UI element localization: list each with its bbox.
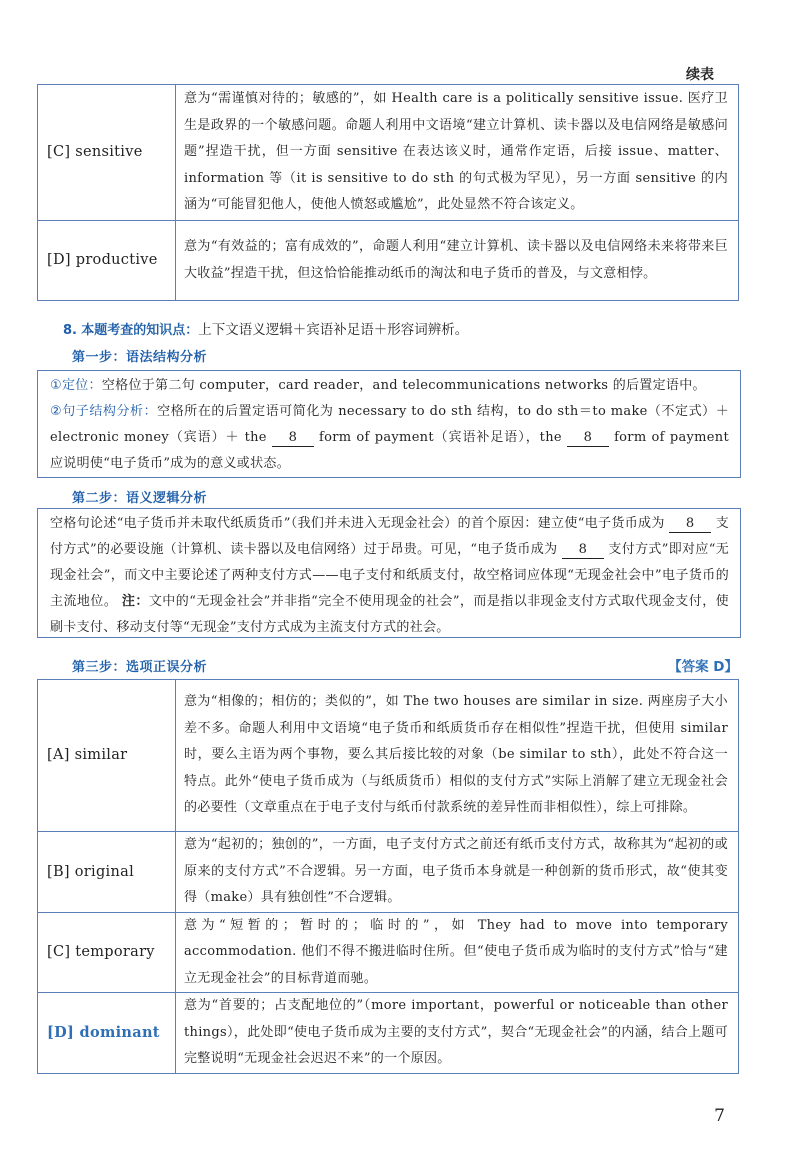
step1-p1-label: ①定位： xyxy=(50,378,102,393)
option-explanation: 意为“短暂的；暂时的；临时的”，如 They had to move into temporary accommodation. 他们不得不搬进临时住所。但“使电子货币成为临时的支付方式”恰与“建立无现金社会”的目标背道而驰。 xyxy=(176,912,739,993)
answer-blank: 8 xyxy=(272,430,314,447)
answer-blank: 8 xyxy=(562,542,604,559)
option-label: [C] temporary xyxy=(38,912,176,993)
step1-p1-text: 空格位于第二句 computer，card reader，and telecommunications networks 的后置定语中。 xyxy=(101,378,706,393)
continued-table-label: 续表 xyxy=(686,67,714,83)
step1-p2-text-c: form of payment 应说明使“电子货币”成为的意义或状态。 xyxy=(50,430,729,471)
table-row xyxy=(38,680,739,832)
step2-note-label: 注： xyxy=(121,594,149,609)
step1-p2-label: ②句子结构分析： xyxy=(50,404,158,419)
step1-heading: 第一步：语法结构分析 xyxy=(72,350,208,365)
option-explanation: 意为“起初的；独创的”，一方面，电子支付方式之前还有纸币支付方式，故称其为“起初的或原来的支付方式”不合逻辑。另一方面，电子货币本身就是一种创新的货币形式，故“使其变得（make）具有独创性”不合逻辑。 xyxy=(176,832,739,913)
options-table-continued xyxy=(37,84,739,301)
step2-box xyxy=(37,508,741,638)
step3-heading: 第三步：选项正误分析 xyxy=(72,660,208,675)
step1-paragraph-2 xyxy=(50,399,729,477)
question-title xyxy=(63,318,468,338)
page-number: 7 xyxy=(714,1106,725,1126)
option-label: [B] original xyxy=(38,832,176,913)
step2-text-b: 支付方式”的必要设施（计算机、读卡器以及电信网络）过于昂贵。可见，“电子货币成为 xyxy=(50,516,730,557)
option-label: [C] sensitive xyxy=(38,85,176,221)
question-number: 8. xyxy=(63,323,77,338)
step1-box xyxy=(37,370,741,478)
option-explanation: 意为“需谨慎对待的；敏感的”，如 Health care is a politically sensitive issue. 医疗卫生是政界的一个敏感问题。命题人利用中文语境“建立计算机、读卡器以及电信网络是敏感问题”捏造干扰，但一方面 sensitive 在表达该义时，通常作定语，后接 issue、matter、information 等（it is sensitive to do sth 的句式极为罕见），另一方面 sensitive 的内涵为“可能冒犯他人，使他人愤怒或尴尬”，此处显然不符合该定义。 xyxy=(176,85,739,221)
table-row xyxy=(38,85,739,221)
question-title-text: 上下文语义逻辑＋宾语补足语＋形容词辨析。 xyxy=(198,322,469,338)
option-label: [A] similar xyxy=(38,680,176,832)
answer-blank: 8 xyxy=(669,516,711,533)
step1-paragraph-1 xyxy=(50,373,729,399)
step2-heading: 第二步：语义逻辑分析 xyxy=(72,491,208,506)
answer-blank: 8 xyxy=(567,430,609,447)
table-row xyxy=(38,221,739,301)
option-explanation: 意为“相像的；相仿的；类似的”，如 The two houses are similar in size. 两座房子大小差不多。命题人利用中文语境“电子货币和纸质货币存在相似性”捏造干扰，但使用 similar 时，要么主语为两个事物，要么其后接比较的对象（be similar to sth），此处不符合这一特点。此外“使电子货币成为（与纸质货币）相似的支付方式”实际上消解了建立无现金社会的必要性（文章重点在于电子支付与纸币付款系统的差异性而非相似性），综上可排除。 xyxy=(176,680,739,832)
question-title-prefix: 本题考查的知识点： xyxy=(81,323,199,338)
step1-p2-text-a: 空格所在的后置定语可简化为 necessary to do sth 结构，to do sth＝to make（不定式）＋electronic money（宾语）＋ the xyxy=(50,404,729,445)
step2-text-c: 支付方式”即对应“无现金社会”，而文中主要论述了两种支付方式——电子支付和纸质支付，故空格词应体现“无现金社会中”电子货币的主流地位。 xyxy=(50,542,730,609)
option-explanation: 意为“首要的；占支配地位的”（more important，powerful or noticeable than other things），此处即“使电子货币成为主要的支付方式”，契合“无现金社会”的内涵，结合上题可完整说明“无现金社会迟迟不来”的一个原因。 xyxy=(176,993,739,1074)
step1-p2-text-b: form of payment（宾语补足语），the xyxy=(318,430,562,445)
table-row xyxy=(38,993,739,1074)
table-row xyxy=(38,912,739,993)
options-table xyxy=(37,679,739,1074)
answer-tag: 【答案 D】 xyxy=(668,659,738,675)
table-row xyxy=(38,832,739,913)
option-explanation: 意为“有效益的；富有成效的”，命题人利用“建立计算机、读卡器以及电信网络未来将带来巨大收益”捏造干扰，但这恰恰能推动纸币的淘汰和电子货币的普及，与文意相悖。 xyxy=(176,221,739,301)
step2-note-text: 文中的“无现金社会”并非指“完全不使用现金的社会”，而是指以非现金支付方式取代现金支付，使刷卡支付、移动支付等“无现金”支付方式成为主流支付方式的社会。 xyxy=(50,594,729,635)
option-label-answer: [D] dominant xyxy=(38,993,176,1074)
step2-text-a: 空格句论述“电子货币并未取代纸质货币”（我们并未进入无现金社会）的首个原因：建立使“电子货币成为 xyxy=(50,516,665,531)
option-label: [D] productive xyxy=(38,221,176,301)
